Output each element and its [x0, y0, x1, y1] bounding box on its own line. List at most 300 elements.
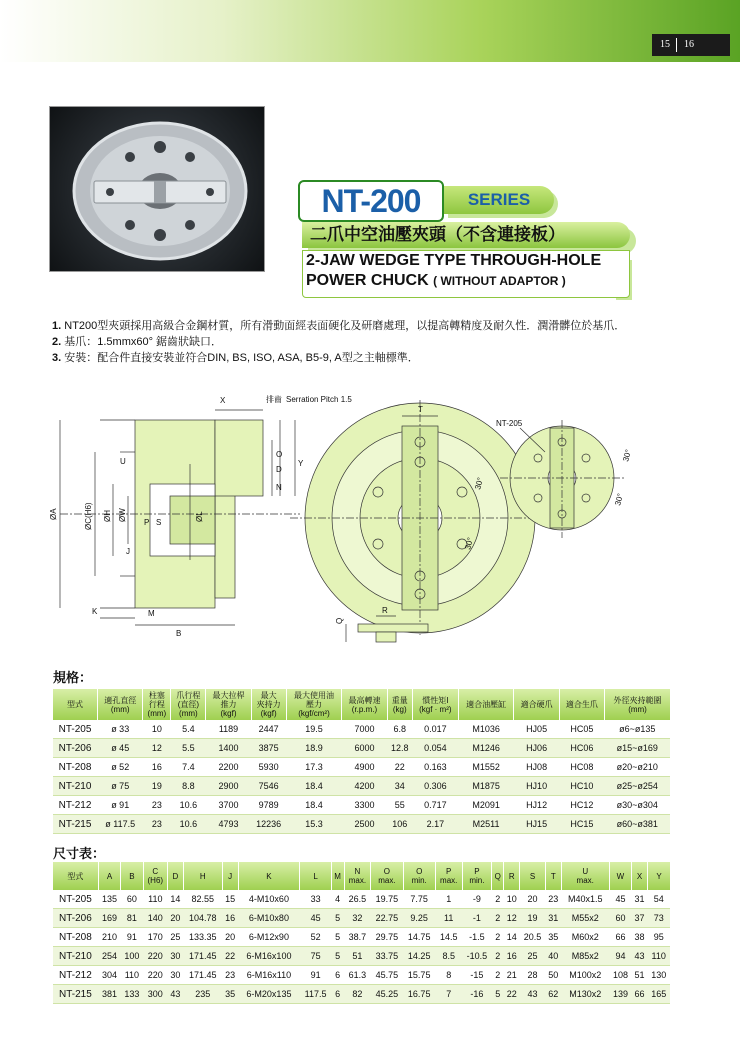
- dim-table-cell: 30: [168, 966, 184, 985]
- dim-table-cell: 66: [632, 985, 648, 1004]
- spec-table-cell: HC12: [559, 796, 604, 815]
- product-photo-illustration: [50, 107, 264, 271]
- dim-table-cell: 6-M16x110: [238, 966, 300, 985]
- dim-table-cell: 14.25: [403, 947, 435, 966]
- dim-table-cell: 14.5: [435, 928, 462, 947]
- dim-table-cell: 12: [504, 909, 520, 928]
- spec-table-row: [53, 796, 671, 815]
- dim-table-cell: 66: [609, 928, 631, 947]
- dim-header-cell: M: [331, 862, 344, 890]
- dim-header-cell: R: [504, 862, 520, 890]
- spec-table-cell: 6.8: [387, 720, 412, 739]
- dim-table-cell: 52: [300, 928, 331, 947]
- spec-table-cell: ø 45: [98, 739, 143, 758]
- dim-table-row: [53, 947, 671, 966]
- spec-table-cell: 2500: [342, 815, 387, 834]
- dim-header-cell: Q: [492, 862, 504, 890]
- dim-table-cell: 110: [121, 966, 143, 985]
- spec-table-cell: 34: [387, 777, 412, 796]
- dim-table-cell: 38.7: [344, 928, 371, 947]
- spec-table-cell: 12: [143, 739, 171, 758]
- dim-table-cell: 10: [504, 890, 520, 909]
- spec-table-cell: ø15~ø169: [605, 739, 670, 758]
- spec-table-cell: 55: [387, 796, 412, 815]
- dim-table-cell: 5: [331, 928, 344, 947]
- dim-header-cell: 型式: [53, 862, 99, 890]
- dim-table-cell: 31: [632, 890, 648, 909]
- dim-table-cell: M40x1.5: [561, 890, 609, 909]
- label-b: B: [176, 629, 182, 638]
- label-nt205: NT-205: [496, 419, 523, 428]
- dim-table-cell: 43: [168, 985, 184, 1004]
- dim-table-cell: 139: [609, 985, 631, 1004]
- spec-header-cell: 柱塞 行程 (mm): [143, 689, 171, 720]
- small-angle-1: 30°: [621, 448, 634, 463]
- dim-header-cell: X: [632, 862, 648, 890]
- dim-table-cell: 94: [609, 947, 631, 966]
- spec-header-cell: 重量 (kg): [387, 689, 412, 720]
- spec-table-cell: 10.6: [171, 796, 206, 815]
- dim-table-cell: 104.78: [183, 909, 222, 928]
- dim-table-cell: 220: [143, 947, 167, 966]
- spec-table-cell: 0.163: [412, 758, 458, 777]
- dim-table-cell: 165: [647, 985, 670, 1004]
- spec-table-cell: 5930: [251, 758, 286, 777]
- spec-table-cell: 5.5: [171, 739, 206, 758]
- spec-table-cell: M2511: [458, 815, 514, 834]
- dim-table-cell: 8: [435, 966, 462, 985]
- spec-table-cell: ø20~ø210: [605, 758, 670, 777]
- dim-header-cell: D: [168, 862, 184, 890]
- dim-table-cell: 140: [143, 909, 167, 928]
- dim-header-cell: W: [609, 862, 631, 890]
- dim-table-cell: 82: [344, 985, 371, 1004]
- spec-heading: 規格：: [53, 670, 93, 685]
- dim-table-cell: 37: [632, 909, 648, 928]
- dim-table-cell: 15: [222, 890, 238, 909]
- spec-table-cell: 12.8: [387, 739, 412, 758]
- dim-table-row: [53, 966, 671, 985]
- dim-table-row: [53, 890, 671, 909]
- dim-table-cell: 31: [545, 909, 561, 928]
- label-u: U: [120, 457, 126, 466]
- spec-table-cell: 4793: [206, 815, 251, 834]
- page-number-right: 16: [684, 39, 694, 50]
- dim-table-cell: 25: [168, 928, 184, 947]
- spec-header-cell: 最大 夾持力 (kgf): [251, 689, 286, 720]
- dim-table-cell: NT-212: [53, 966, 99, 985]
- dim-table-cell: 45.25: [371, 985, 403, 1004]
- spec-table-cell: NT-210: [53, 777, 98, 796]
- dim-table-cell: 5: [331, 909, 344, 928]
- spec-table: [52, 689, 670, 834]
- dim-table-cell: 20.5: [520, 928, 546, 947]
- dim-heading: 尺寸表：: [53, 846, 106, 861]
- dim-header-cell: N max.: [344, 862, 371, 890]
- spec-table-cell: M1246: [458, 739, 514, 758]
- label-w: ØW: [118, 508, 127, 522]
- dim-table-cell: 110: [143, 890, 167, 909]
- spec-header-cell: 適合生爪: [559, 689, 604, 720]
- spec-table-cell: HC06: [559, 739, 604, 758]
- spec-table-cell: 12236: [251, 815, 286, 834]
- spec-table-cell: 16: [143, 758, 171, 777]
- label-p: P: [144, 518, 150, 527]
- spec-table-cell: 6000: [342, 739, 387, 758]
- dim-table-cell: 19: [520, 909, 546, 928]
- spec-table-row: [53, 720, 671, 739]
- spec-table-cell: 2900: [206, 777, 251, 796]
- dim-table-cell: 51: [632, 966, 648, 985]
- dim-table-cell: 16.75: [403, 985, 435, 1004]
- label-q: Q: [335, 617, 344, 624]
- dim-table-cell: 38: [632, 928, 648, 947]
- series-label: SERIES: [444, 186, 554, 214]
- spec-table-cell: NT-205: [53, 720, 98, 739]
- spec-table-cell: ø25~ø254: [605, 777, 670, 796]
- spec-table-cell: 8.8: [171, 777, 206, 796]
- spec-table-cell: 3300: [342, 796, 387, 815]
- spec-header-row: [53, 689, 671, 720]
- spec-header-cell: 外徑夾持範圍 (mm): [605, 689, 670, 720]
- label-r: R: [382, 606, 388, 615]
- dim-table-cell: -1.5: [462, 928, 492, 947]
- spec-table-cell: M1036: [458, 720, 514, 739]
- dim-table-cell: 6-M20x135: [238, 985, 300, 1004]
- dim-table-cell: 23: [222, 966, 238, 985]
- label-a: ØA: [49, 508, 58, 520]
- spec-table-cell: ø30~ø304: [605, 796, 670, 815]
- title-block: [298, 178, 634, 298]
- dim-table-cell: 16: [222, 909, 238, 928]
- dim-table-cell: 6: [331, 985, 344, 1004]
- spec-table-cell: 4900: [342, 758, 387, 777]
- dim-table-cell: 16: [504, 947, 520, 966]
- dim-table-cell: 81: [121, 909, 143, 928]
- spec-body: [53, 720, 671, 834]
- english-title-main: POWER CHUCK: [306, 272, 429, 289]
- page-number-box: [652, 34, 730, 56]
- spec-table-cell: HJ10: [514, 777, 559, 796]
- model-title: NT-200: [298, 180, 444, 222]
- dim-table-cell: 54: [647, 890, 670, 909]
- dim-table-cell: 32: [344, 909, 371, 928]
- dim-table-cell: 8.5: [435, 947, 462, 966]
- spec-table-cell: 23: [143, 815, 171, 834]
- dim-table-cell: 135: [98, 890, 120, 909]
- spec-header-cell: 慣性矩I (kgf · m²): [412, 689, 458, 720]
- dim-header-cell: P max.: [435, 862, 462, 890]
- dim-header-cell: P min.: [462, 862, 492, 890]
- dim-header-cell: U max.: [561, 862, 609, 890]
- dim-table-row: [53, 985, 671, 1004]
- dim-table-cell: 210: [98, 928, 120, 947]
- spec-table-cell: NT-208: [53, 758, 98, 777]
- spec-table-cell: ø 117.5: [98, 815, 143, 834]
- dim-table-cell: 2: [492, 909, 504, 928]
- dim-header-cell: H: [183, 862, 222, 890]
- spec-table-cell: 106: [387, 815, 412, 834]
- spec-table-cell: HC15: [559, 815, 604, 834]
- spec-table-cell: ø 33: [98, 720, 143, 739]
- dim-table-cell: 11: [435, 909, 462, 928]
- spec-table-cell: 0.054: [412, 739, 458, 758]
- spec-table-cell: 17.3: [286, 758, 342, 777]
- spec-table-cell: 10: [143, 720, 171, 739]
- dim-table-cell: 4: [331, 890, 344, 909]
- dim-header-cell: S: [520, 862, 546, 890]
- dim-table-cell: M130x2: [561, 985, 609, 1004]
- dim-table-cell: 51: [344, 947, 371, 966]
- spec-table-cell: ø 75: [98, 777, 143, 796]
- spec-header-cell: 最大使用油 壓力 (kgf/cm²): [286, 689, 342, 720]
- spec-table-cell: 7000: [342, 720, 387, 739]
- spec-table-cell: 4200: [342, 777, 387, 796]
- spec-table-cell: 18.4: [286, 796, 342, 815]
- label-m: M: [148, 609, 155, 618]
- spec-table-cell: 2447: [251, 720, 286, 739]
- spec-table-cell: HJ08: [514, 758, 559, 777]
- dim-table-cell: 133.35: [183, 928, 222, 947]
- label-c: ØC(H6): [84, 502, 93, 530]
- note-1: 1. NT200型夾頭採用高級合金鋼材質，所有滑動面經表面硬化及研磨處理，以提高轉精度及耐久性．潤滑髒位於基爪．: [52, 320, 626, 332]
- label-y: Y: [298, 459, 304, 468]
- dim-table-cell: 26.5: [344, 890, 371, 909]
- spec-table-cell: HC10: [559, 777, 604, 796]
- dim-table-cell: 33: [300, 890, 331, 909]
- dim-table-cell: 40: [545, 947, 561, 966]
- label-k: K: [92, 607, 98, 616]
- spec-table-row: [53, 777, 671, 796]
- dim-table-cell: -15: [462, 966, 492, 985]
- label-j: J: [126, 547, 130, 556]
- dim-table-cell: 28: [520, 966, 546, 985]
- dim-table-cell: NT-206: [53, 909, 99, 928]
- spec-table-row: [53, 758, 671, 777]
- spec-header-cell: 適合油壓缸: [458, 689, 514, 720]
- spec-table-cell: 9789: [251, 796, 286, 815]
- spec-table-cell: NT-206: [53, 739, 98, 758]
- spec-table-cell: 22: [387, 758, 412, 777]
- dim-table-cell: 300: [143, 985, 167, 1004]
- english-title-line2: [306, 272, 566, 290]
- dim-table-row: [53, 909, 671, 928]
- dim-header-cell: K: [238, 862, 300, 890]
- dim-table-cell: 23: [545, 890, 561, 909]
- dim-table-cell: 2: [492, 890, 504, 909]
- note-3: 3. 安裝：配合件直接安裝並符合DIN, BS, ISO, ASA, B5-9, A型之主軸標準．: [52, 352, 419, 364]
- dim-table-cell: 2: [492, 928, 504, 947]
- dim-table-cell: 130: [647, 966, 670, 985]
- spec-table-cell: 0.306: [412, 777, 458, 796]
- dim-table-cell: 45: [609, 890, 631, 909]
- dim-body: [53, 890, 671, 1004]
- dim-table-cell: 381: [98, 985, 120, 1004]
- spec-table-cell: NT-212: [53, 796, 98, 815]
- dim-header-cell: J: [222, 862, 238, 890]
- dim-table-cell: 304: [98, 966, 120, 985]
- dim-header-row: [53, 862, 671, 890]
- dim-table-cell: 110: [647, 947, 670, 966]
- dim-table-cell: 21: [504, 966, 520, 985]
- spec-table-cell: M2091: [458, 796, 514, 815]
- spec-table-cell: 18.9: [286, 739, 342, 758]
- spec-header-cell: 型式: [53, 689, 98, 720]
- spec-table-cell: 3700: [206, 796, 251, 815]
- serration-zh: 排齒: [266, 395, 282, 404]
- dim-table-row: [53, 928, 671, 947]
- dim-table-cell: 133: [121, 985, 143, 1004]
- dim-table-cell: 235: [183, 985, 222, 1004]
- dim-table-cell: 22.75: [371, 909, 403, 928]
- small-angle-2: 30°: [613, 492, 626, 507]
- spec-table-cell: 5.4: [171, 720, 206, 739]
- spec-table-cell: 0.017: [412, 720, 458, 739]
- dim-table-cell: NT-215: [53, 985, 99, 1004]
- label-h: ØH: [103, 510, 112, 522]
- dim-table-cell: 45: [300, 909, 331, 928]
- dim-table-cell: 62: [545, 985, 561, 1004]
- label-l: ØL: [195, 511, 204, 522]
- dim-table-cell: 75: [300, 947, 331, 966]
- dim-header-cell: O max.: [371, 862, 403, 890]
- dim-header-cell: B: [121, 862, 143, 890]
- dim-table-cell: 22: [504, 985, 520, 1004]
- spec-table-cell: 19.5: [286, 720, 342, 739]
- spec-table-cell: 23: [143, 796, 171, 815]
- label-x: X: [220, 396, 226, 405]
- dim-table-cell: 29.75: [371, 928, 403, 947]
- label-s: S: [156, 518, 162, 527]
- dim-header-cell: Y: [647, 862, 670, 890]
- dim-table-cell: 171.45: [183, 966, 222, 985]
- spec-header-cell: 最高轉速 (r.p.m.): [342, 689, 387, 720]
- english-title-paren: ( WITHOUT ADAPTOR ): [433, 274, 566, 288]
- dim-table-cell: 19.75: [371, 890, 403, 909]
- label-t: T: [418, 405, 423, 414]
- dim-header-cell: C (H6): [143, 862, 167, 890]
- dim-table-cell: 73: [647, 909, 670, 928]
- label-n: N: [276, 483, 282, 492]
- spec-table-cell: 10.6: [171, 815, 206, 834]
- dim-table-cell: M55x2: [561, 909, 609, 928]
- spec-table-cell: M1552: [458, 758, 514, 777]
- technical-drawing: [40, 380, 690, 650]
- dim-table-cell: 4-M10x60: [238, 890, 300, 909]
- page-number-left: 15: [660, 39, 670, 50]
- dim-table-cell: 6: [331, 966, 344, 985]
- dim-table-cell: -1: [462, 909, 492, 928]
- spec-table-cell: ø6~ø135: [605, 720, 670, 739]
- dim-table-cell: 100: [121, 947, 143, 966]
- dim-table-cell: M100x2: [561, 966, 609, 985]
- dim-table-cell: 50: [545, 966, 561, 985]
- dim-table-cell: NT-205: [53, 890, 99, 909]
- spec-table-cell: ø 91: [98, 796, 143, 815]
- dim-table-cell: 7.75: [403, 890, 435, 909]
- label-d: D: [276, 465, 282, 474]
- dim-table-cell: -9: [462, 890, 492, 909]
- dim-table-cell: 95: [647, 928, 670, 947]
- english-title-line1: 2-JAW WEDGE TYPE THROUGH-HOLE: [306, 252, 602, 269]
- spec-table-cell: 18.4: [286, 777, 342, 796]
- spec-table-cell: 15.3: [286, 815, 342, 834]
- dim-table: [52, 862, 670, 1004]
- dim-table-cell: 117.5: [300, 985, 331, 1004]
- dim-table-cell: 20: [222, 928, 238, 947]
- dim-table-cell: 35: [545, 928, 561, 947]
- header-band: [0, 0, 740, 62]
- spec-table-cell: HJ12: [514, 796, 559, 815]
- serration-en: Serration Pitch 1.5: [286, 395, 352, 404]
- chinese-title: 二爪中空油壓夾頭（不含連接板）: [302, 222, 630, 248]
- product-photo: [49, 106, 265, 272]
- spec-table-cell: 1400: [206, 739, 251, 758]
- dim-table-cell: 91: [300, 966, 331, 985]
- dim-table-cell: 5: [492, 985, 504, 1004]
- spec-table-cell: 3875: [251, 739, 286, 758]
- spec-header-cell: 適合硬爪: [514, 689, 559, 720]
- dim-table-cell: 22: [222, 947, 238, 966]
- dim-table-cell: 91: [121, 928, 143, 947]
- spec-table-cell: HJ15: [514, 815, 559, 834]
- spec-table-cell: 2.17: [412, 815, 458, 834]
- page-number-divider: [676, 38, 677, 52]
- dim-table-cell: 14: [504, 928, 520, 947]
- spec-table-cell: 7.4: [171, 758, 206, 777]
- dim-table-cell: -10.5: [462, 947, 492, 966]
- dim-table-cell: 1: [435, 890, 462, 909]
- dim-table-cell: 20: [168, 909, 184, 928]
- spec-table-cell: HJ06: [514, 739, 559, 758]
- dim-table-cell: 82.55: [183, 890, 222, 909]
- spec-table-cell: 1189: [206, 720, 251, 739]
- dim-table-cell: 2: [492, 966, 504, 985]
- dim-table-cell: 25: [520, 947, 546, 966]
- label-angle-2: 30°: [463, 536, 476, 551]
- spec-table-cell: HJ05: [514, 720, 559, 739]
- dim-table-cell: 9.25: [403, 909, 435, 928]
- spec-table-cell: 0.717: [412, 796, 458, 815]
- dim-header-cell: O min.: [403, 862, 435, 890]
- spec-table-row: [53, 815, 671, 834]
- spec-table-cell: NT-215: [53, 815, 98, 834]
- spec-table-cell: M1875: [458, 777, 514, 796]
- dim-table-cell: 33.75: [371, 947, 403, 966]
- spec-header-cell: 爪行程 (直徑) (mm): [171, 689, 206, 720]
- dim-table-cell: 6-M12x90: [238, 928, 300, 947]
- spec-table-cell: HC08: [559, 758, 604, 777]
- dim-table-cell: 15.75: [403, 966, 435, 985]
- dim-header-cell: T: [545, 862, 561, 890]
- spec-header-cell: 適孔直徑 (mm): [98, 689, 143, 720]
- dim-table-cell: 171.45: [183, 947, 222, 966]
- dim-table-cell: 220: [143, 966, 167, 985]
- dim-table-cell: NT-208: [53, 928, 99, 947]
- dim-table-cell: 30: [168, 947, 184, 966]
- dim-header-cell: L: [300, 862, 331, 890]
- note-2: 2. 基爪：1.5mmx60° 鋸齒狀缺口．: [52, 336, 223, 348]
- spec-table-row: [53, 739, 671, 758]
- dim-table-cell: 60: [609, 909, 631, 928]
- dim-table-cell: 5: [331, 947, 344, 966]
- dim-table-cell: 45.75: [371, 966, 403, 985]
- dim-table-cell: 43: [520, 985, 546, 1004]
- dim-table-cell: 2: [492, 947, 504, 966]
- dim-table-cell: 7: [435, 985, 462, 1004]
- label-angle-1: 30°: [473, 476, 486, 491]
- spec-table-cell: ø60~ø381: [605, 815, 670, 834]
